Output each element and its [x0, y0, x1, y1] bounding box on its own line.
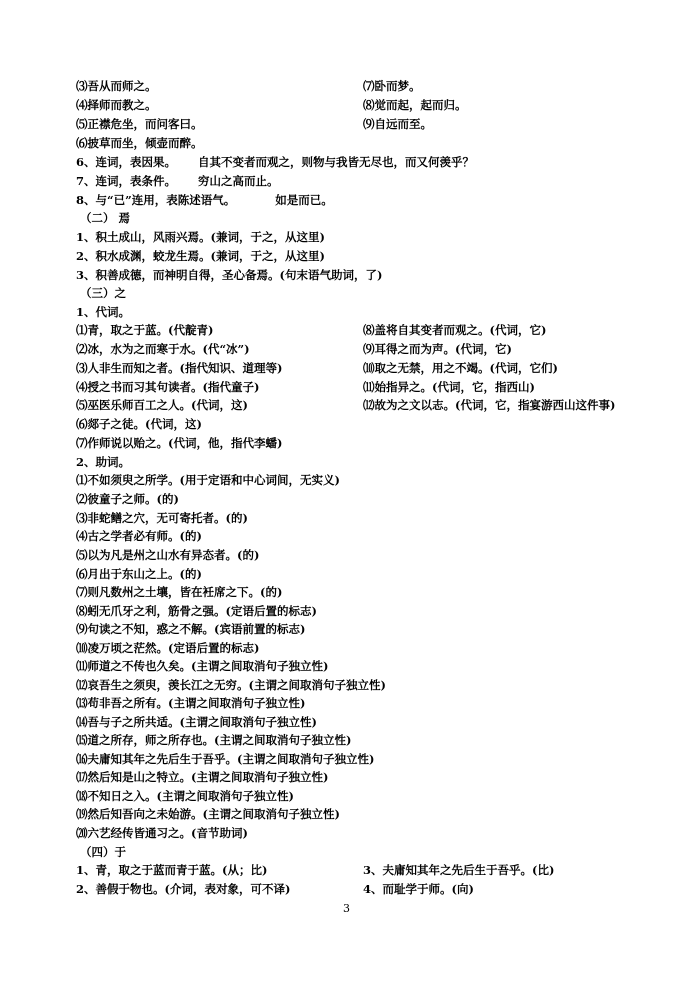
- zhi-daici-label: 1、代词。: [76, 305, 131, 319]
- zhi-zhuci-label: 2、助词。: [76, 455, 131, 469]
- zhi-daici-3: ⑶人非生而知之者。(指代知识、道理等): [76, 361, 283, 375]
- yu-item-4: 4、而耻学于师。(向): [363, 882, 474, 896]
- zhi-zhuci-5: ⑸以为凡是州之山水有异态者。(的): [76, 548, 260, 562]
- zhi-zhuci-1: ⑴不如须臾之所学。(用于定语和中心词间，无实义): [76, 473, 340, 487]
- zhi-zhuci-6: ⑹月出于东山之上。(的): [76, 567, 202, 581]
- er-item-6: ⑹披草而坐，倾壶而醉。: [76, 136, 203, 150]
- yu-item-2: 2、善假于物也。(介词，表对象，可不译): [76, 882, 291, 896]
- zhi-zhuci-4: ⑷古之学者必有师。(的): [76, 529, 202, 543]
- er-item-8: ⑻觉而起，起而归。: [363, 98, 467, 112]
- zhi-zhuci-16: ⒃夫庸知其年之先后生于吾乎。(主谓之间取消句子独立性): [76, 752, 375, 766]
- er-item-3: ⑶吾从而师之。: [76, 79, 157, 93]
- zhi-zhuci-11: ⑾师道之不传也久矣。(主谓之间取消句子独立性): [76, 659, 329, 673]
- yan-item-2: 2、积水成渊，蛟龙生焉。(兼词，于之，从这里): [76, 249, 325, 263]
- zhi-daici-4: ⑷授之书而习其句读者。(指代童子): [76, 380, 260, 394]
- zhi-zhuci-10: ⑽凌万顷之茫然。(定语后置的标志): [76, 641, 260, 655]
- zhi-daici-2: ⑵冰，水为之而寒于水。(代“冰”): [76, 342, 250, 356]
- section-heading-zhi: （三）之: [80, 286, 126, 300]
- zhi-daici-10: ⑽取之无禁，用之不竭。(代词，它们): [363, 361, 558, 375]
- zhi-daici-1: ⑴青，取之于蓝。(代靛青): [76, 323, 214, 337]
- zhi-daici-11: ⑾始指异之。(代词，它，指西山): [363, 380, 535, 394]
- zhi-daici-12: ⑿故为之文以志。(代词，它，指宴游西山这件事): [363, 398, 616, 412]
- er-item-9: ⑼自远而至。: [363, 117, 432, 131]
- usage-example: 穷山之高而止。: [198, 174, 279, 188]
- zhi-zhuci-14: ⒁吾与子之所共适。(主谓之间取消句子独立性): [76, 715, 317, 729]
- yu-item-1: 1、青，取之于蓝而青于蓝。(从；比): [76, 863, 268, 877]
- er-item-7: ⑺卧而梦。: [363, 79, 421, 93]
- zhi-zhuci-7: ⑺则凡数州之土壤，皆在衽席之下。(的): [76, 585, 283, 599]
- er-usage-7: [76, 173, 279, 189]
- er-item-5: ⑸正襟危坐，而问客曰。: [76, 117, 203, 131]
- zhi-zhuci-8: ⑻蚓无爪牙之利，筋骨之强。(定语后置的标志): [76, 604, 317, 618]
- er-usage-6: [76, 154, 474, 170]
- er-usage-8: [76, 192, 333, 208]
- section-heading-yan: （二） 焉: [80, 211, 131, 225]
- zhi-zhuci-18: ⒅不知日之入。(主谓之间取消句子独立性): [76, 789, 294, 803]
- zhi-daici-7: ⑺作师说以贻之。(代词，他，指代李蟠): [76, 436, 283, 450]
- zhi-daici-5: ⑸巫医乐师百工之人。(代词，这): [76, 398, 248, 412]
- page-number: 3: [343, 902, 350, 915]
- usage-example: 自其不变者而观之，则物与我皆无尽也，而又何羡乎？: [198, 155, 475, 169]
- section-heading-yu: （四）于: [80, 845, 126, 859]
- er-item-4: ⑷择师而教之。: [76, 98, 157, 112]
- zhi-zhuci-17: ⒄然后知是山之特立。(主谓之间取消句子独立性): [76, 770, 329, 784]
- zhi-daici-9: ⑼耳得之而为声。(代词，它): [363, 342, 512, 356]
- zhi-zhuci-13: ⒀苟非吾之所有。(主谓之间取消句子独立性): [76, 696, 306, 710]
- zhi-zhuci-12: ⑿哀吾生之须臾，羡长江之无穷。(主谓之间取消句子独立性): [76, 678, 386, 692]
- zhi-daici-8: ⑻盖将自其变者而观之。(代词，它): [363, 323, 547, 337]
- yu-item-3: 3、夫庸知其年之先后生于吾乎。(比): [363, 863, 555, 877]
- zhi-zhuci-9: ⑼句读之不知，惑之不解。(宾语前置的标志): [76, 622, 306, 636]
- usage-label: 7、连词，表条件。: [76, 174, 177, 188]
- zhi-zhuci-15: ⒂道之所存，师之所存也。(主谓之间取消句子独立性): [76, 733, 352, 747]
- zhi-zhuci-2: ⑵彼童子之师。(的): [76, 492, 179, 506]
- zhi-zhuci-3: ⑶非蛇鳝之穴，无可寄托者。(的): [76, 511, 248, 525]
- usage-label: 6、连词，表因果。: [76, 155, 177, 169]
- zhi-zhuci-20: ⒇六艺经传皆通习之。(音节助词): [76, 826, 248, 840]
- yan-item-1: 1、积土成山，风雨兴焉。(兼词，于之，从这里): [76, 230, 325, 244]
- usage-example: 如是而已。: [275, 193, 333, 207]
- zhi-zhuci-19: ⒆然后知吾向之未始游。(主谓之间取消句子独立性): [76, 807, 340, 821]
- yan-item-3: 3、积善成德，而神明自得，圣心备焉。(句末语气助词，了): [76, 268, 383, 282]
- zhi-daici-6: ⑹郯子之徒。(代词，这): [76, 417, 202, 431]
- usage-label: 8、与“已”连用，表陈述语气。: [76, 193, 236, 207]
